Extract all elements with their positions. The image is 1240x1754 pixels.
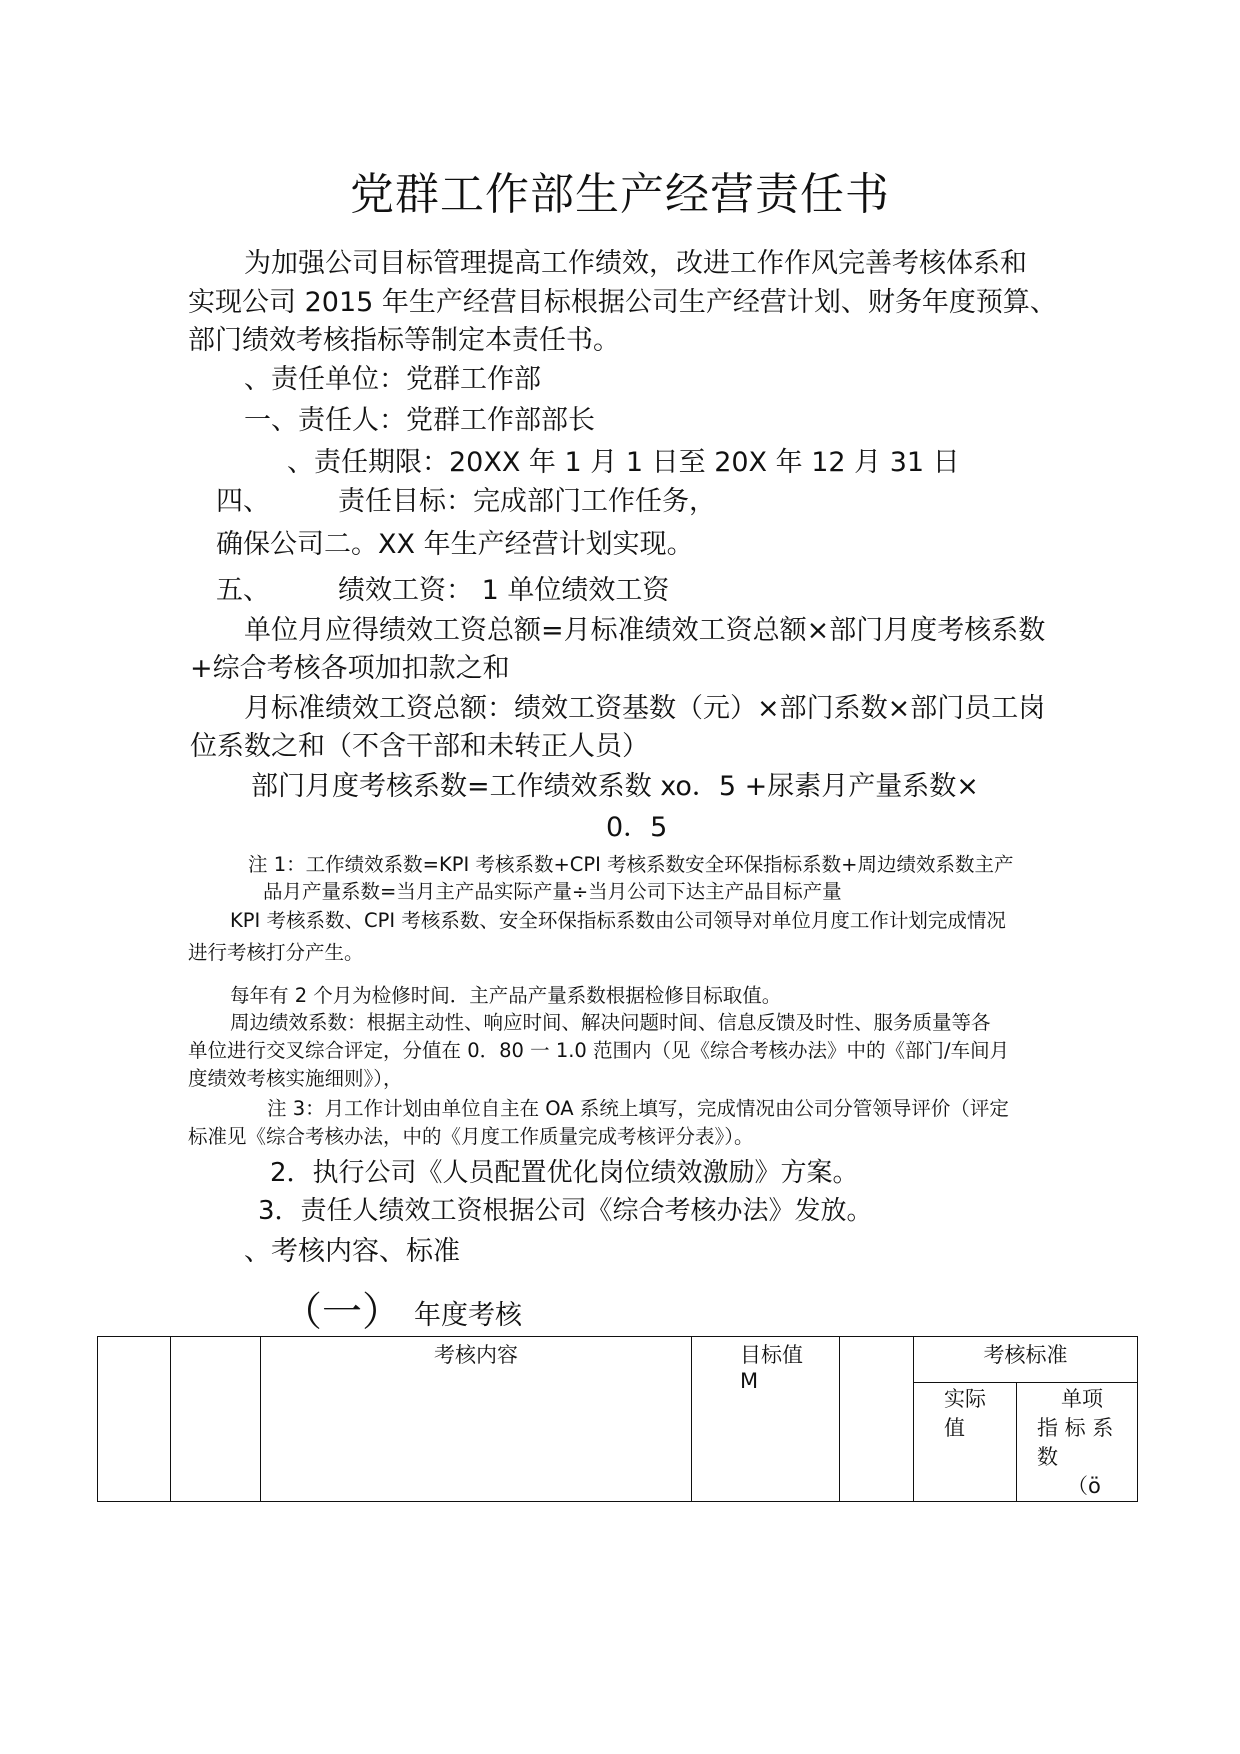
document-title: 党群工作部生产经营责任书 <box>350 169 890 220</box>
note-5-line-2: 标准见《综合考核办法，中的《月度工作质量完成考核评分表》）。 <box>188 1125 754 1148</box>
header-assessment-standard: 考核标准 <box>914 1337 1138 1383</box>
single-item-body: 指 标 系 数 <box>1037 1416 1114 1469</box>
table-cell-blank-2 <box>171 1337 261 1502</box>
point-3: 3．责任人绩效工资根据公司《综合考核办法》发放。 <box>258 1196 873 1226</box>
note-4-line-2: 单位进行交叉综合评定，分值在 0．80 一 1.0 范围内（见《综合考核办法》中的《部门/车间月 <box>188 1039 1010 1062</box>
subsection-title: 年度考核 <box>414 1300 522 1331</box>
item-responsible-unit: 、责任单位：党群工作部 <box>244 364 541 395</box>
header-target-value <box>692 1337 840 1502</box>
single-item-top: 单项 <box>1061 1387 1103 1411</box>
header-actual-value: 实际 值 <box>914 1383 1017 1502</box>
note-3: 每年有 2 个月为检修时间．主产品产量系数根据检修目标取值。 <box>230 984 782 1007</box>
formula-3-line-2: 0．5 <box>606 812 668 843</box>
note-4-line-1: 周边绩效系数：根据主动性、响应时间、解决问题时间、信息反馈及时性、服务质量等各 <box>230 1011 991 1034</box>
note-2-line-1: KPI 考核系数、CPI 考核系数、安全环保指标系数由公司领导对单位月度工作计划完成情况 <box>230 909 1006 932</box>
item-pay-text: 绩效工资： 1 单位绩效工资 <box>338 575 670 606</box>
header-assessment-content: 考核内容 <box>261 1337 692 1502</box>
item-responsible-person: 一、责任人：党群工作部部长 <box>244 405 595 436</box>
subsection-number: （一） <box>282 1289 402 1335</box>
intro-line-1: 为加强公司目标管理提高工作绩效，改进工作作风完善考核体系和 <box>244 248 1027 279</box>
item-goal-text: 责任目标：完成部门工作任务， <box>338 486 716 517</box>
note-4-line-3: 度绩效考核实施细则》）， <box>188 1067 403 1090</box>
header-single-item-coefficient <box>1017 1383 1138 1502</box>
note-1-line-2: 品月产量系数=当月主产品实际产量÷当月公司下达主产品目标产量 <box>263 880 842 903</box>
item-pay-number: 五、 <box>216 575 270 606</box>
item-goal-continuation: 确保公司二。XX 年生产经营计划实现。 <box>216 529 694 560</box>
annual-assessment-table <box>97 1336 1138 1502</box>
formula-3-line-1: 部门月度考核系数=工作绩效系数 xo．5 +尿素月产量系数× <box>251 771 979 802</box>
target-value-label: 目标值 <box>740 1343 803 1367</box>
formula-2-line-2: 位系数之和（不含干部和未转正人员） <box>190 731 649 762</box>
note-1-line-1: 注 1：工作绩效系数=KPI 考核系数+CPI 考核系数安全环保指标系数+周边绩效系数主产 <box>248 853 1014 876</box>
formula-1-line-2: +综合考核各项加扣款之和 <box>190 653 510 684</box>
formula-1-line-1: 单位月应得绩效工资总额=月标准绩效工资总额×部门月度考核系数 <box>244 615 1046 646</box>
target-value-unit: M <box>740 1369 759 1393</box>
point-2: 2．执行公司《人员配置优化岗位绩效激励》方案。 <box>270 1158 859 1188</box>
note-2-line-2: 进行考核打分产生。 <box>188 941 364 964</box>
single-item-tail: （ö <box>1067 1474 1101 1498</box>
item-goal-number: 四、 <box>216 486 270 517</box>
intro-line-3: 部门绩效考核指标等制定本责任书。 <box>188 325 620 356</box>
table-cell-blank-3 <box>840 1337 914 1502</box>
note-5-line-1: 注 3：月工作计划由单位自主在 OA 系统上填写，完成情况由公司分管领导评价（评定 <box>267 1097 1009 1120</box>
item-responsibility-period: 、责任期限：20XX 年 1 月 1 日至 20X 年 12 月 31 日 <box>287 447 960 478</box>
intro-line-2: 实现公司 2015 年生产经营目标根据公司生产经营计划、财务年度预算、 <box>188 287 1057 318</box>
formula-2-line-1: 月标准绩效工资总额：绩效工资基数（元）×部门系数×部门员工岗 <box>244 693 1046 724</box>
table-cell-blank-1 <box>98 1337 171 1502</box>
section-heading: 、考核内容、标准 <box>244 1236 460 1267</box>
